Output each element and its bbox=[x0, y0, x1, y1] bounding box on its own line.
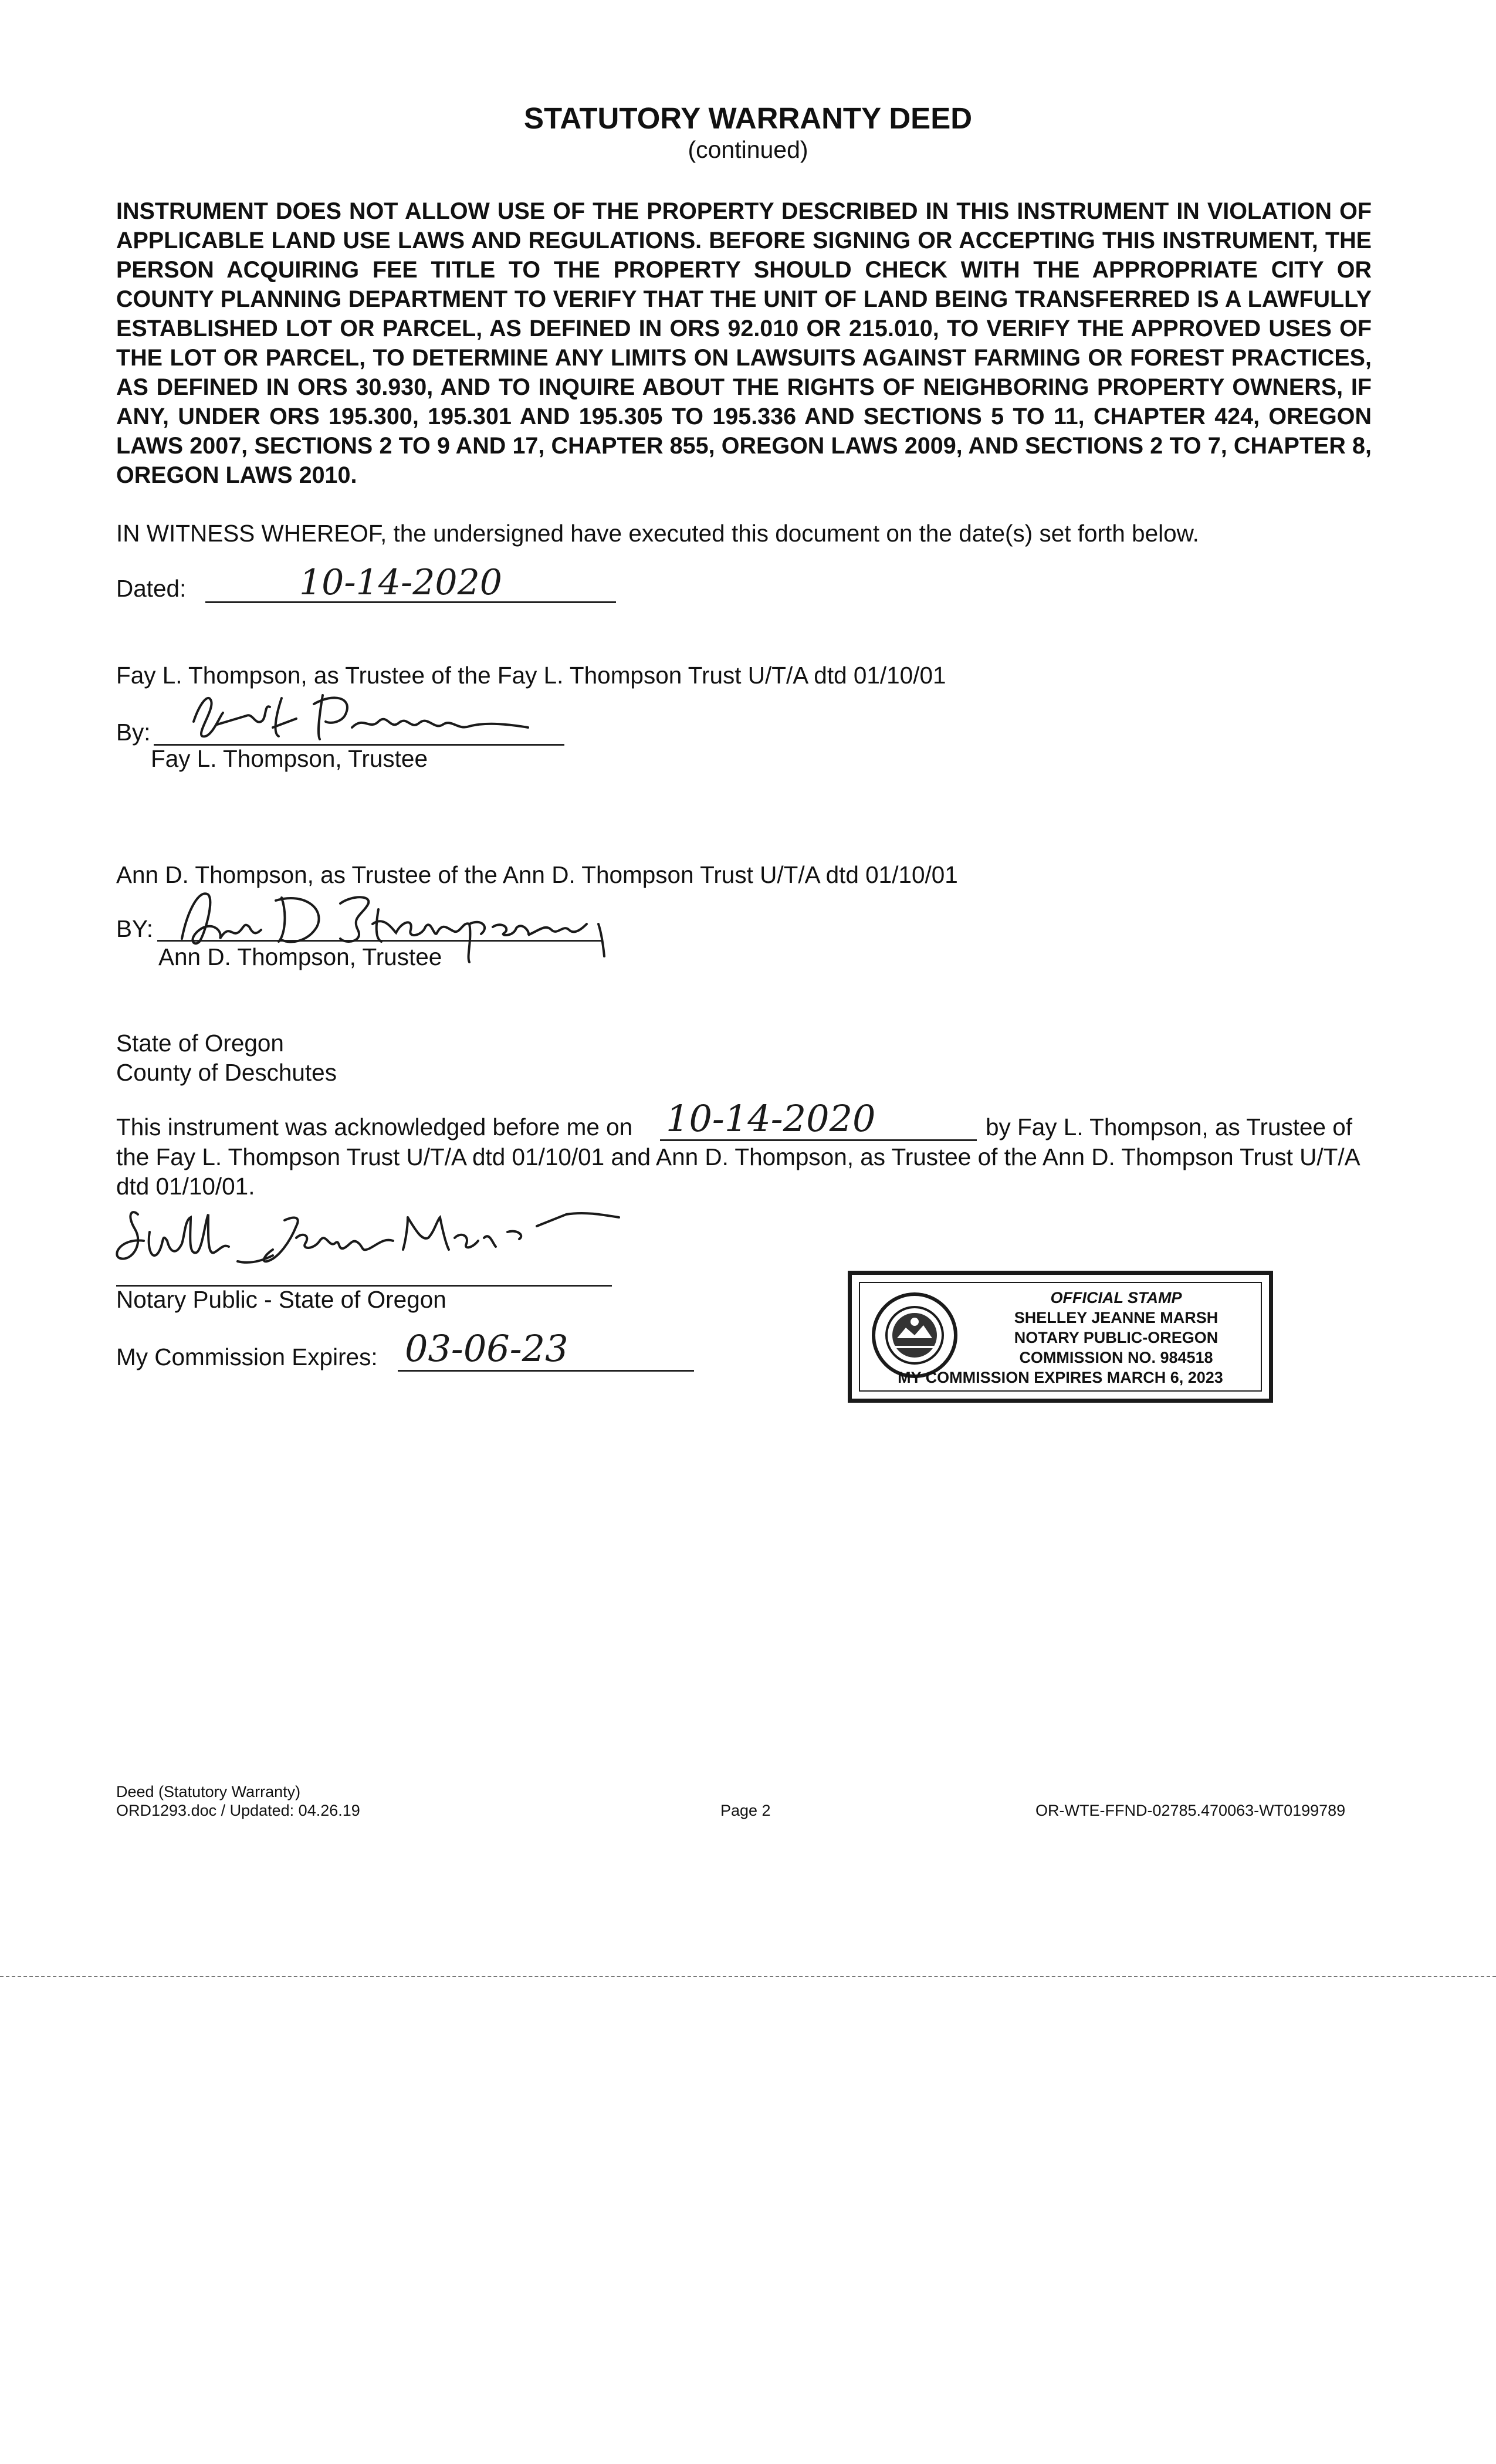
signer1-heading: Fay L. Thompson, as Trustee of the Fay L. Thompson Trust U/T/A dtd 01/10/01 bbox=[116, 662, 946, 689]
signer1-by-label: By: bbox=[116, 719, 151, 746]
commission-line bbox=[398, 1370, 694, 1372]
footer-order-number: OR-WTE-FFND-02785.470063-WT0199789 bbox=[1035, 1802, 1346, 1819]
venue-county: County of Deschutes bbox=[116, 1059, 337, 1086]
venue-state: State of Oregon bbox=[116, 1030, 284, 1057]
stamp-line2: SHELLEY JEANNE MARSH bbox=[1014, 1309, 1219, 1326]
notary-label: Notary Public - State of Oregon bbox=[116, 1286, 446, 1313]
signer1-name: Fay L. Thompson, Trustee bbox=[151, 745, 428, 772]
acknowledgment-text: the Fay L. Thompson Trust U/T/A dtd 01/10/01 and Ann D. Thompson, as Trustee of the Ann D. Thompson Trust U/T/A dtd 01/10/01. bbox=[116, 1143, 1359, 1200]
footer-page-number: Page 2 bbox=[720, 1802, 771, 1819]
land-use-disclaimer: INSTRUMENT DOES NOT ALLOW USE OF THE PROPERTY DESCRIBED IN THIS INSTRUMENT IN VIOLATION OF APPLICABLE LAND USE LAWS AND REGULATIONS. BEFORE SIGNING OR ACCEPTING THIS INSTRUMENT, THE PERSON ACQUIRING FEE TITLE TO THE PROPERTY SHOULD CHECK WITH THE APPROPRIATE CITY OR COUNTY PLANNING DEPARTMENT TO VERIFY THAT THE UNIT OF LAND BEING TRANSFERRED IS A LAWFULLY ESTABLISHED LOT OR PARCEL, AS DEFINED IN ORS 92.010 OR 215.010, TO VERIFY THE APPROVED USES OF THE LOT OR PARCEL, TO DETERMINE ANY LIMITS ON LAWSUITS AGAINST FARMING OR FOREST PRACTICES, AS DEFINED IN ORS 30.930, AND TO INQUIRE ABOUT THE RIGHTS OF NEIGHBORING PROPERTY OWNERS, IF ANY, UNDER ORS 195.300, 195.301 AND 195.305 TO 195.336 AND SECTIONS 5 TO 11, CHAPTER 424, OREGON LAWS 2007, SECTIONS 2 TO 9 AND 17, CHAPTER 855, OREGON LAWS 2009, AND SECTIONS 2 TO 7, CHAPTER 8, OREGON LAWS 2010. bbox=[116, 198, 1372, 488]
signer2-heading: Ann D. Thompson, as Trustee of the Ann D. Thompson Trust U/T/A dtd 01/10/01 bbox=[116, 861, 958, 888]
footer-doc-type: Deed (Statutory Warranty) bbox=[116, 1783, 301, 1800]
signer2-name: Ann D. Thompson, Trustee bbox=[158, 943, 442, 970]
signer2-by-label: BY: bbox=[116, 915, 154, 942]
scan-divider bbox=[0, 1976, 1496, 1977]
stamp-line4: COMMISSION NO. 984518 bbox=[1019, 1349, 1213, 1366]
document-title: STATUTORY WARRANTY DEED bbox=[523, 101, 973, 135]
footer-left bbox=[116, 1782, 360, 1820]
official-stamp bbox=[848, 1271, 1273, 1403]
witness-statement: IN WITNESS WHEREOF, the undersigned have executed this document on the date(s) set forth below. bbox=[116, 520, 1199, 547]
stamp-line1: OFFICIAL STAMP bbox=[1050, 1289, 1182, 1307]
stamp-inner-border bbox=[859, 1282, 1262, 1392]
stamp-line5: MY COMMISSION EXPIRES MARCH 6, 2023 bbox=[898, 1369, 1223, 1386]
dated-value: 10-14-2020 bbox=[299, 562, 502, 603]
footer-doc-file: ORD1293.doc / Updated: 04.26.19 bbox=[116, 1802, 360, 1819]
stamp-line3: NOTARY PUBLIC-OREGON bbox=[1014, 1329, 1219, 1346]
notary-signature bbox=[103, 1197, 631, 1288]
acknowledgment-date: 10-14-2020 bbox=[666, 1097, 876, 1140]
acknowledgment-tail: by Fay L. Thompson, as Trustee of bbox=[986, 1113, 1353, 1140]
commission-value: 03-06-23 bbox=[405, 1327, 568, 1370]
dated-label: Dated: bbox=[116, 575, 187, 602]
document-subtitle: (continued) bbox=[688, 136, 808, 163]
acknowledgment-lead: This instrument was acknowledged before me on bbox=[116, 1113, 633, 1140]
commission-label: My Commission Expires: bbox=[116, 1343, 378, 1370]
stamp-text-block bbox=[977, 1288, 1255, 1368]
signer1-signature bbox=[176, 681, 540, 754]
